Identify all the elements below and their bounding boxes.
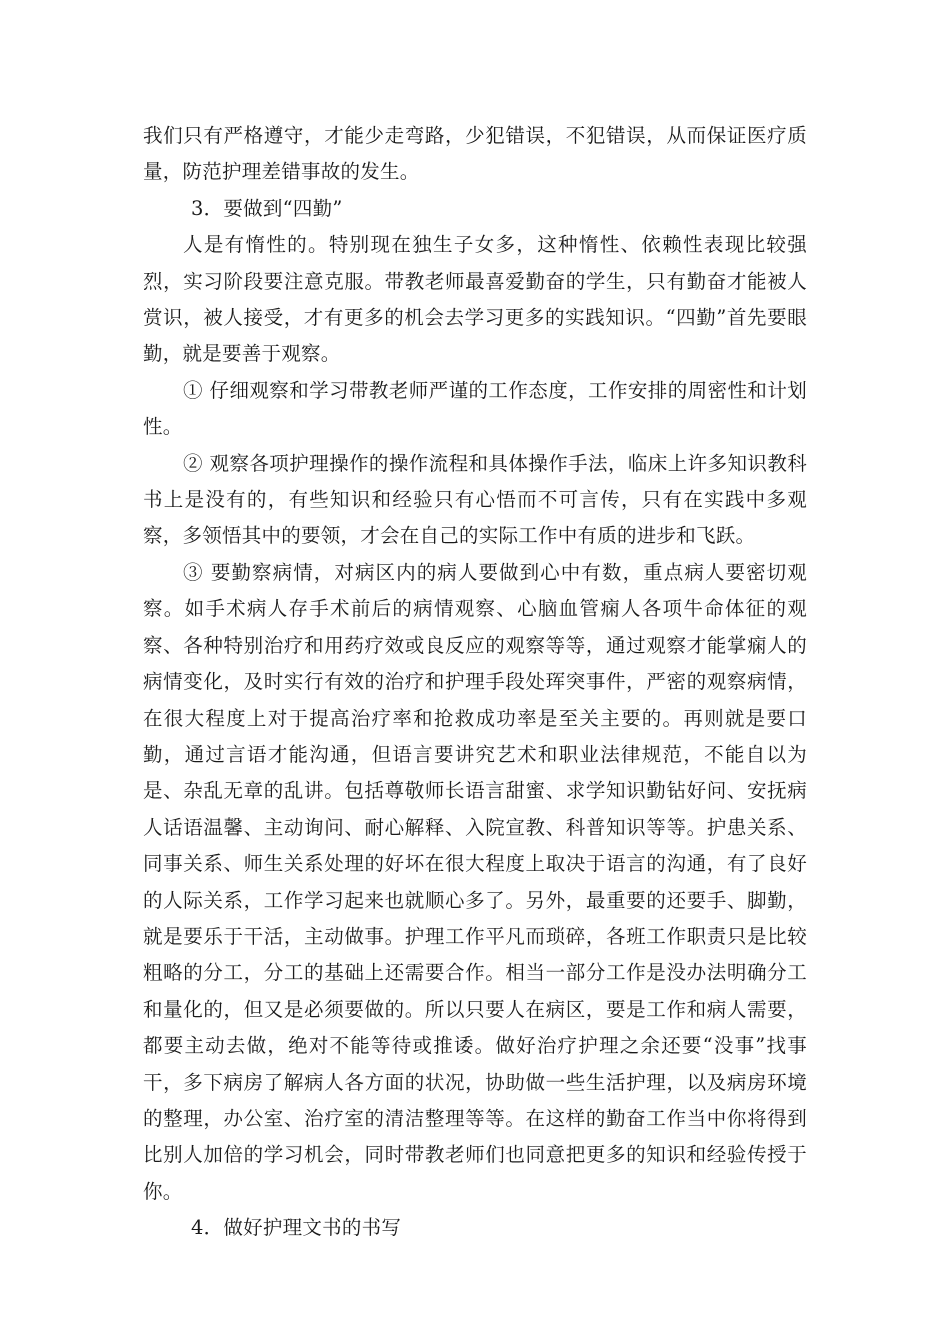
paragraph-item-2: ② 观察各项护理操作的操作流程和具体操作手法，临床上许多知识教科书上是没有的，有些知识和经验只有心悟而不可言传，只有在实践中多观察，多领悟其中的要领，才会在自己的实际工作中有质的进步和飞跃。 [143,451,807,548]
paragraph-item-1: ① 仔细观察和学习带教老师严谨的工作态度，工作安排的周密性和计划性。 [143,378,807,439]
document-body [143,118,807,1247]
section-heading-4: 4．做好护理文书的书写 [191,1216,402,1240]
section-heading-3: 3．要做到“四勤” [191,196,343,220]
paragraph-laziness: 人是有惰性的。特别现在独生子女多，这种惰性、依赖性表现比较强烈，实习阶段要注意克服。带教老师最喜爱勤奋的学生，只有勤奋才能被人赏识，被人接受，才有更多的机会去学习更多的实践知识。“四勤”首先要眼勤，就是要善于观察。 [143,233,807,366]
paragraph-item-3: ③ 要勤察病情，对病区内的病人要做到心中有数，重点病人要密切观察。如手术病人存手术前后的病情观察、心脑血管痫人各项牛命体征的观察、各种特别治疗和用药疗效或良反应的观察等等，通过观察才能掌痫人的病情变化，及时实行有效的治疗和护理手段处珲突事件，严密的观察病情，在很大程度上对于提高治疗率和抢救成功率是至关主要的。再则就是要口勤，通过言语才能沟通，但语言要讲究艺术和职业法律规范，不能自以为是、杂乱无章的乱讲。包括尊敬师长语言甜蜜、求学知识勤钻好问、安抚病人话语温馨、主动询问、耐心解释、入院宣教、科普知识等等。护患关系、同事关系、师生关系处理的好坏在很大程度上取决于语言的沟通，有了良好的人际关系，工作学习起来也就顺心多了。另外，最重要的还要手、脚勤，就是要乐于干活，主动做事。护理工作平凡而琐碎，各班工作职责只是比较粗略的分工，分工的基础上还需要合作。相当一部分工作是没办法明确分工和量化的，但又是必须要做的。所以只要人在病区，要是工作和病人需要，都要主动去做，绝对不能等待或推诿。做好治疗护理之余还要“没事”找事干，多下病房了解病人各方面的状况，协助做一些生活护理，以及病房环境的整理，办公室、治疗室的清洁整理等等。在这样的勤奋工作当中你将得到比别人加倍的学习机会，同时带教老师们也同意把更多的知识和经验传授于你。 [143,560,807,1203]
paragraph-continuation: 我们只有严格遵守，才能少走弯路，少犯错误，不犯错误，从而保证医疗质量，防范护理差错事故的发生。 [143,124,807,184]
